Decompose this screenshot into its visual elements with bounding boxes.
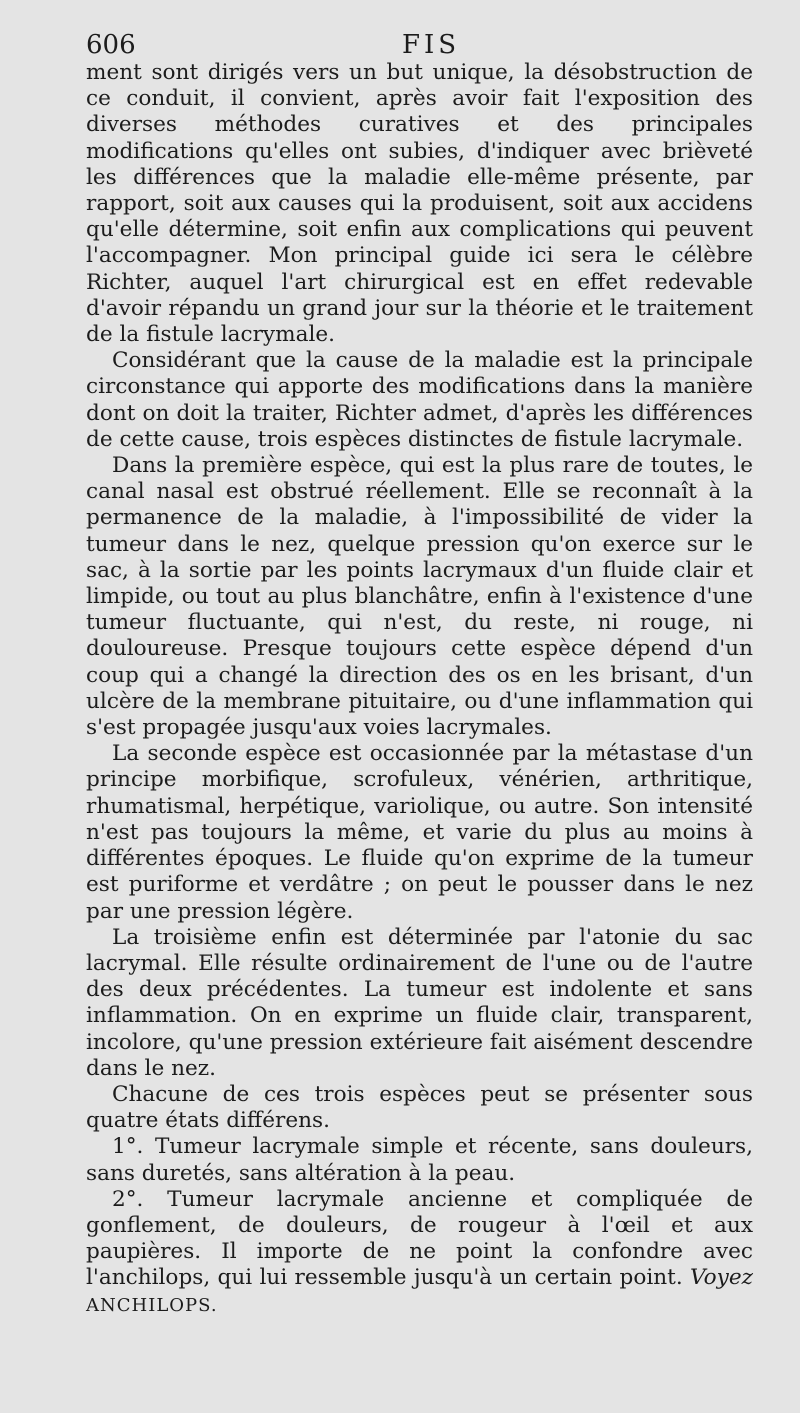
page-body [86,60,753,1319]
paragraph-6: Chacune de ces trois espèces peut se présenter sous quatre états différens. [86,1081,753,1134]
running-title: FIS [402,30,461,60]
cross-reference-target: ANCHILOPS. [86,1294,218,1316]
paragraph-7: 1°. Tumeur lacrymale simple et récente, sans douleurs, sans duretés, sans altération à la peau. [86,1134,753,1186]
cross-reference-voyez: Voyez [690,1265,753,1291]
paragraph-5: La troisième enfin est déterminée par l'atonie du sac lacrymal. Elle résulte ordinairement de l'une ou de l'autre des deux précédentes. La tumeur est indolente et sans inflammation. On en exprime un fluide clair, transparent, incolore, qu'une pression extérieure fait aisément descendre dans le nez. [86,924,753,1081]
paragraph-1: ment sont dirigés vers un but unique, la désobstruction de ce conduit, il convient, après avoir fait l'exposition des diverses méthodes curatives et des principales modifications qu'elles ont subies, d'indiquer avec brièveté les différences que la maladie elle-même présente, par rapport, soit aux causes qui la produisent, soit aux accidens qu'elle détermine, soit enfin aux complications qui peuvent l'accompagner. Mon principal guide ici sera le célèbre Richter, auquel l'art chirurgical est en effet redevable d'avoir répandu un grand jour sur la théorie et le traitement de la fistule lacrymale. [86,60,753,348]
paragraph-2: Considérant que la cause de la maladie est la principale circonstance qui apporte des modifications dans la manière dont on doit la traiter, Richter admet, d'après les différences de cette cause, trois espèces distinctes de fistule lacrymale. [86,348,753,452]
page-header [86,30,750,64]
page-number: 606 [86,30,136,60]
paragraph-3: Dans la première espèce, qui est la plus rare de toutes, le canal nasal est obstrué réellement. Elle se reconnaît à la permanence de la maladie, à l'impossibilité de vider la tumeur dans le nez, quelque pression qu'on exerce sur le sac, à la sortie par les points lacrymaux d'un fluide clair et limpide, ou tout au plus blanchâtre, enfin à l'existence d'une tumeur fluctuante, qui n'est, du reste, ni rouge, ni douloureuse. Presque toujours cette espèce dépend d'un coup qui a changé la direction des os en les brisant, d'un ulcère de la membrane pituitaire, ou d'une inflammation qui s'est propagée jusqu'aux voies lacrymales. [86,453,753,741]
paragraph-4: La seconde espèce est occasionnée par la métastase d'un principe morbifique, scrofuleux, vénérien, arthritique, rhumatismal, herpétique, variolique, ou autre. Son intensité n'est pas toujours la même, et varie du plus au moins à différentes époques. Le fluide qu'on exprime de la tumeur est puriforme et verdâtre ; on peut le pousser dans le nez par une pression légère. [86,741,753,924]
paragraph-8-text: 2°. Tumeur lacrymale ancienne et compliquée de gonflement, de douleurs, de rougeur à l'œil et aux paupières. Il importe de ne point la confondre avec l'anchilops, qui lui ressemble jusqu'à un certain point. [86,1186,753,1291]
paragraph-8 [86,1187,753,1319]
